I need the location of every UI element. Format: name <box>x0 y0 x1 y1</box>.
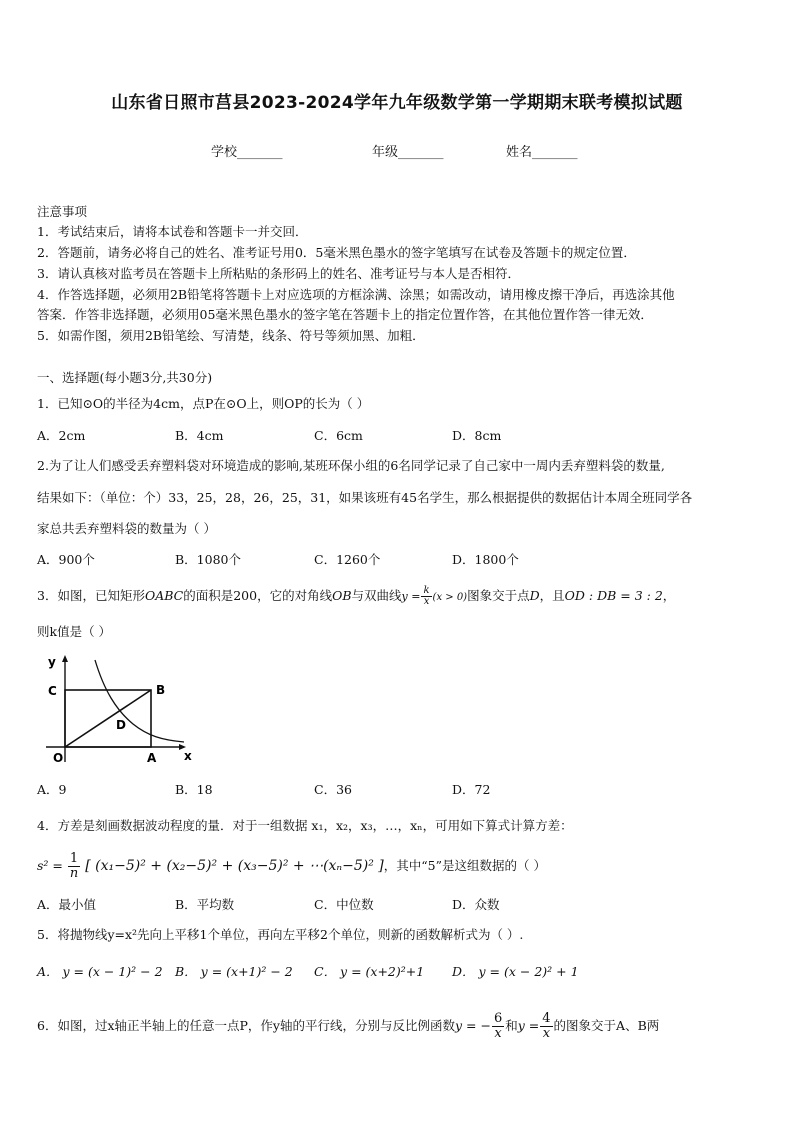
q3-fn-y: y = <box>401 590 421 603</box>
q3-text-4: 图象交于点 <box>467 588 530 603</box>
q2-stem-line-3: 家总共丢弃塑料袋的数量为（ ） <box>37 521 216 536</box>
student-info-row <box>0 141 794 161</box>
q3-figure <box>38 652 198 768</box>
notice-item-1: 1．考试结束后，请将本试卷和答题卡一并交回． <box>37 224 308 239</box>
q3-ratio: OD : DB = 3 : 2 <box>564 588 663 603</box>
q4-formula-den: n <box>69 866 79 881</box>
q3-rect-name: OABC <box>144 588 184 603</box>
q3-options <box>37 780 757 798</box>
q3-label-x: x <box>184 749 192 763</box>
q3-text-2: 的面积是200，它的对角线 <box>183 588 333 603</box>
q6-text-1: 6．如图，过x轴正半轴上的任意一点P，作y轴的平行线，分别与反比例函数 <box>37 1018 455 1033</box>
q4-option-c: C．中位数 <box>314 897 374 912</box>
q3-fn-num: k <box>423 585 430 596</box>
q6-f2-lhs: y = <box>517 1018 540 1033</box>
q4-option-a: A．最小值 <box>37 897 97 912</box>
q2-option-c: C．1260个 <box>314 552 381 567</box>
q6-stem <box>37 1012 754 1041</box>
q3-diagonal <box>65 690 151 747</box>
q6-f2-num: 4 <box>542 1011 551 1026</box>
q5-option-d: D． y = (x − 2)² + 1 <box>452 964 579 979</box>
q4-options <box>37 895 757 913</box>
q1-options <box>37 426 757 444</box>
q3-option-b: B．18 <box>175 782 213 797</box>
q3-text-5: ，且 <box>539 588 565 603</box>
q3-diag-name: OB <box>332 588 352 603</box>
q3-stem-line-2: 则k值是（ ） <box>37 624 112 639</box>
q3-fn-fraction <box>421 586 431 607</box>
q3-option-a: A．9 <box>37 782 67 797</box>
q6-f1-num: 6 <box>493 1011 503 1026</box>
notice-item-3: 3．请认真核对监考员在答题卡上所粘贴的条形码上的姓名、准考证号与本人是否相符． <box>37 266 520 281</box>
q4-option-b: B．平均数 <box>175 897 235 912</box>
q3-label-c: C <box>48 684 57 698</box>
q4-formula-lhs: s² = <box>37 858 63 873</box>
q6-f1-den: x <box>494 1026 502 1041</box>
notice-item-2: 2．答题前，请务必将自己的姓名、准考证号用0．5毫米黑色墨水的签字笔填写在试卷及答题卡的规定位置． <box>37 245 636 260</box>
q3-fn-den: x <box>423 596 430 607</box>
q2-option-a: A．900个 <box>37 552 95 567</box>
q3-point-name: D <box>529 588 540 603</box>
q6-f2-fraction <box>540 1012 552 1041</box>
q5-option-a: A． y = (x − 1)² − 2 <box>37 964 163 979</box>
q4-formula-tail: ，其中“5”是这组数据的（ ） <box>383 858 546 873</box>
q2-option-d: D．1800个 <box>452 552 519 567</box>
q6-f1-lhs: y = − <box>454 1018 491 1033</box>
q1-option-c: C．6cm <box>314 428 363 443</box>
section-heading: 一、选择题(每小题3分,共30分) <box>37 370 213 385</box>
q6-text-2: 的图象交于A、B两 <box>553 1018 660 1033</box>
q3-label-b: B <box>156 683 166 697</box>
q3-y-arrow <box>62 655 68 662</box>
q4-formula-fraction <box>68 852 80 881</box>
q1-stem: 1．已知⊙O的半径为4cm，点P在⊙O上，则OP的长为（ ） <box>37 396 370 411</box>
q3-label-d: D <box>116 718 126 732</box>
q4-stem: 4．方差是刻画数据波动程度的量．对于一组数据 x₁，x₂，x₃，…，xₙ，可用如下算式计算方差： <box>37 818 573 833</box>
q5-option-c: C． y = (x+2)²+1 <box>314 964 425 979</box>
q4-formula-num: 1 <box>68 852 80 867</box>
q3-label-a: A <box>147 751 157 765</box>
q4-option-d: D．众数 <box>452 897 500 912</box>
q3-stem <box>37 586 754 607</box>
q1-option-a: A．2cm <box>37 428 86 443</box>
q3-option-d: D．72 <box>452 782 491 797</box>
notice-item-4: 4．作答选择题，必须用2B铅笔将答题卡上对应选项的方框涂满、涂黑；如需改动，请用橡皮擦干净后，再选涂其他 <box>37 287 675 302</box>
q2-option-b: B．1080个 <box>175 552 241 567</box>
notice-heading: 注意事项 <box>37 204 88 219</box>
q4-formula <box>37 852 754 881</box>
school-field: 学校_______ <box>211 145 283 160</box>
name-field: 姓名_______ <box>506 145 578 160</box>
q3-label-o: O <box>53 751 64 765</box>
q2-stem-line-2: 结果如下：（单位：个）33，25，28，26，25，31，如果该班有45名学生，那么根据提供的数据估计本周全班同学各 <box>37 490 693 505</box>
q6-f1-fraction <box>492 1012 504 1041</box>
notice-item-5: 5．如需作图，须用2B铅笔绘、写清楚，线条、符号等须加黑、加粗． <box>37 328 425 343</box>
q3-label-y: y <box>48 655 56 669</box>
q6-f2-den: x <box>542 1026 551 1041</box>
q6-text-mid: 和 <box>505 1018 518 1033</box>
q1-option-d: D．8cm <box>452 428 502 443</box>
grade-field: 年级_______ <box>372 145 444 160</box>
q3-text-3: 与双曲线 <box>351 588 402 603</box>
q2-stem-line-1: 2.为了让人们感受丢弃塑料袋对环境造成的影响,某班环保小组的6名同学记录了自己家中一周内丢弃塑料袋的数量, <box>37 458 665 473</box>
q2-options <box>37 550 757 568</box>
q3-text-1: 3．如图，已知矩形 <box>37 588 145 603</box>
q3-option-c: C．36 <box>314 782 352 797</box>
q3-hyperbola <box>95 660 184 742</box>
q1-option-b: B．4cm <box>175 428 224 443</box>
q5-stem: 5．将抛物线y=x²先向上平移1个单位，再向左平移2个单位，则新的函数解析式为（ ）. <box>37 927 524 942</box>
q3-text-6: ， <box>662 588 676 603</box>
q4-formula-body: [ (x₁−5)² + (x₂−5)² + (x₃−5)² + ⋯(xₙ−5)² ] <box>85 858 384 874</box>
q5-options <box>37 962 757 980</box>
notice-item-4-cont: 答案．作答非选择题，必须用05毫米黑色墨水的签字笔在答题卡上的指定位置作答，在其他位置作答一律无效． <box>37 307 653 322</box>
exam-title: 山东省日照市莒县2023-2024学年九年级数学第一学期期末联考模拟试题 <box>111 93 683 113</box>
q3-fn-domain: (x > 0) <box>432 592 468 603</box>
q5-option-b: B． y = (x+1)² − 2 <box>175 964 293 979</box>
